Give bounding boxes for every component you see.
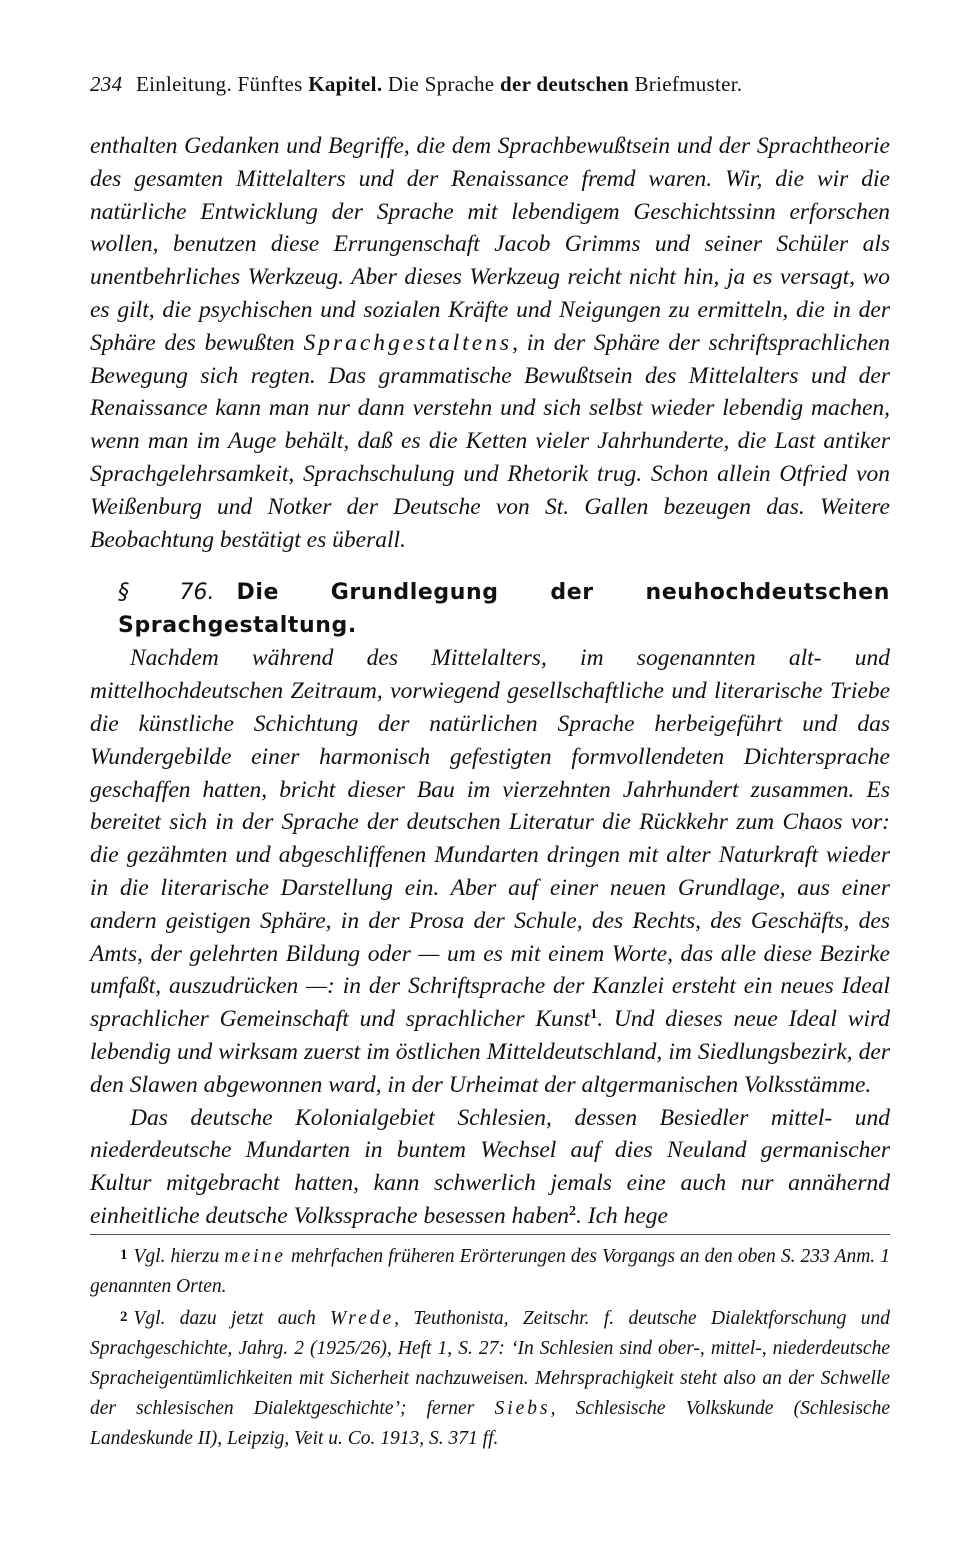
paragraph-1 [90, 130, 890, 556]
running-head [90, 72, 890, 97]
section-heading [90, 576, 890, 642]
running-head-text-bold2: der deutschen [499, 72, 629, 96]
footnote-2-spaced-1: Wrede [330, 1308, 395, 1329]
running-head-text-bold: Kapitel. [308, 72, 383, 96]
paragraph-3 [90, 1102, 890, 1233]
section-number: § 76. [118, 580, 215, 606]
footnote-rule [90, 1234, 890, 1235]
paragraph-1-text-b: , in der Sphäre der schriftsprachlichen Bewegung sich regten. Das grammatische Bewußtsein des Mittelalters und der Renaissance kann man nur dann verstehn und sich selbst wieder lebendig machen, wenn man im Auge behält, daß es die Ketten vieler Jahrhunderte, die Last antiker Sprachgelehrsamkeit, Sprachschulung und Rhetorik trug. Schon allein Otfried von Weißenburg und Notker der Deutsche von St. Gallen bezeugen das. Weitere Beobachtung bestätigt es überall. [90, 329, 890, 553]
footnote-2-text-a: Vgl. dazu jetzt auch [133, 1308, 331, 1329]
paragraph-1-text-a: enthalten Gedanken und Begriffe, die dem Sprachbewußtsein und der Sprachtheorie des gesamten Mittelalters und der Renaissance fremd waren. Wir, die wir die natürliche Entwicklung der Sprache mit lebendigem Geschichtssinn erforschen wollen, benutzen diese Errungenschaft Jacob Grimms und seiner Schüler als unentbehrliches Werkzeug. Aber dieses Werkzeug reicht nicht hin, ja es versagt, wo es gilt, die psychischen und sozialen Kräfte und Neigungen zu ermitteln, die in der Sphäre des bewußten [90, 133, 890, 356]
footnote-1-spaced: meine [224, 1246, 286, 1267]
paragraph-2-text-a: Nachdem während des Mittelalters, im sogenannten alt- und mittelhochdeutschen Zeitraum, vorwiegend gesellschaftliche und literarische Triebe die künstliche Schichtung der natürlichen Sprache herbeigeführt und das Wundergebilde einer harmonisch gefestigten formvollendeten Dichtersprache geschaffen hatten, bricht dieser Bau im vierzehnten Jahrhundert zusammen. Es bereitet sich in der Sprache der deutschen Literatur die Rückkehr zum Chaos vor: die gezähmten und abgeschliffenen Mundarten dringen mit alter Naturkraft wieder in die literarische Darstellung ein. Aber auf einer neuen Grundlage, aus einer andern geistigen Sphäre, in der Prosa der Schule, des Rechts, des Geschäfts, des Amts, der gelehrten Bildung oder — um es mit einem Worte, das alle diese Bezirke umfaßt, auszudrücken —: in der Schriftsprache der Kanzlei ersteht ein neues Ideal sprachlicher Gemeinschaft und sprachlicher Kunst [90, 645, 890, 1033]
footnote-1-text-b: mehrfachen früheren Erörterungen des Vorgangs an den oben S. 233 Anm. 1 genannten Orten. [90, 1246, 890, 1297]
paragraph-3-text-a: Das deutsche Kolonialgebiet Schlesien, dessen Besiedler mittel- und niederdeutsche Mundarten in buntem Wechsel auf dies Neuland germanischer Kultur mitgebracht hatten, kann schwerlich jemals eine auch nur annähernd einheitliche deutsche Volkssprache besessen haben [90, 1104, 890, 1229]
footnote-ref-2: 2 [569, 1203, 576, 1219]
footnote-2-mark: 2 [120, 1309, 128, 1325]
footnote-2-text-c: , Schlesische Volkskunde (Schlesische Landeskunde II), Leipzig, Veit u. Co. 1913, S. 371 ff. [90, 1398, 890, 1449]
footnote-2 [90, 1302, 890, 1454]
running-head-text-mid: Die Sprache [382, 72, 500, 96]
footnote-1 [90, 1240, 890, 1302]
paragraph-1-spaced-term: Sprachgestaltens [303, 329, 513, 356]
main-text [90, 130, 890, 1233]
paragraph-3-text-b: . Ich hege [576, 1202, 668, 1229]
footnotes [90, 1240, 890, 1454]
page-number: 234 [90, 72, 123, 96]
footnote-2-text-b: , Teuthonista, Zeitschr. f. deutsche Dialektforschung und Sprachgeschichte, Jahrg. 2 (1925/26), Heft 1, S. 27: ‘In Schlesien sind ober-, mittel-, niederdeutsche Spracheigentümlichkeiten mit Sicherheit nachzuweisen. Mehrsprachigkeit steht also an der Schwelle der schlesischen Dialektgeschichte’; ferner [90, 1308, 890, 1419]
paragraph-2 [90, 642, 890, 1101]
running-head-text-pre: Einleitung. Fünftes [135, 72, 309, 96]
footnote-2-spaced-2: Siebs [494, 1398, 551, 1419]
footnote-1-text-a: Vgl. hierzu [133, 1246, 225, 1267]
running-head-text-post: Briefmuster. [628, 72, 743, 96]
section-title: Die Grundlegung der neuhochdeutschen Sprachgestaltung. [118, 580, 890, 639]
footnote-ref-1: 1 [590, 1007, 598, 1023]
paragraph-2-text-b: . Und dieses neue Ideal wird lebendig und wirksam zuerst im östlichen Mitteldeutschland, im Siedlungsbezirk, der den Slawen abgewonnen ward, in der Urheimat der altgermanischen Volksstämme. [90, 1006, 890, 1098]
footnote-1-mark: 1 [120, 1247, 128, 1263]
